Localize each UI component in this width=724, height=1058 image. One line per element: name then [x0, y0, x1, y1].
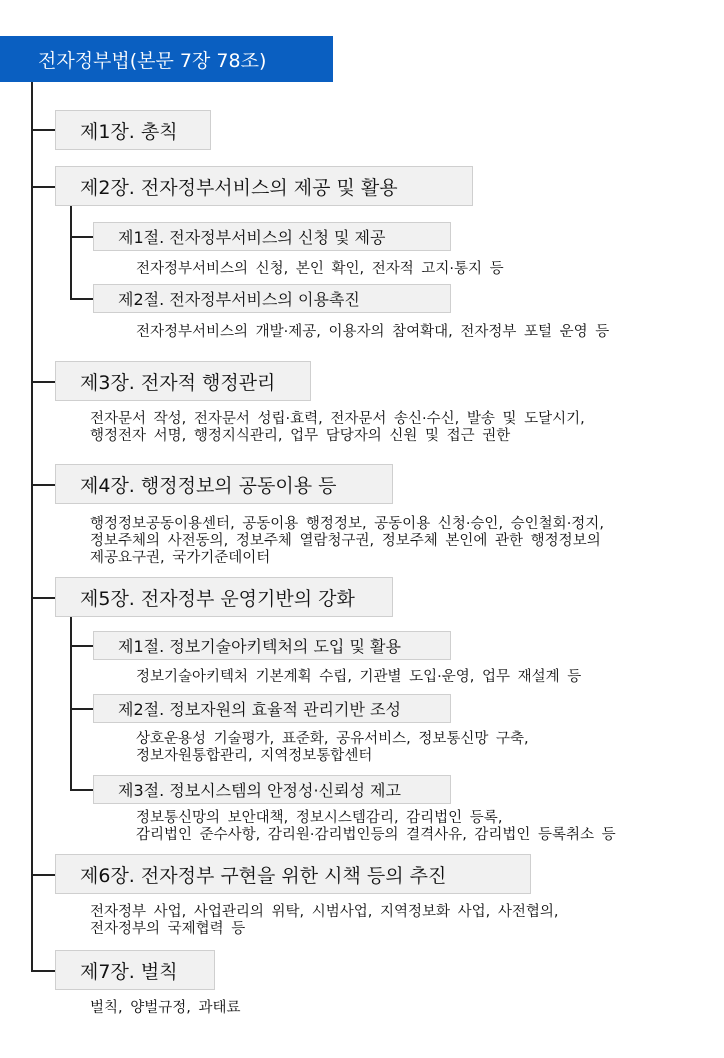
desc-line: 정보기술아키텍처 기본계획 수립, 기관별 도입·운영, 업무 재설계 등	[136, 669, 582, 685]
connector-ch5-sec3	[70, 789, 93, 791]
connector-ch2-sec1	[70, 236, 93, 238]
chapter-1-label: 제1장. 총칙	[80, 120, 178, 143]
ch5-section-2-box	[93, 694, 451, 723]
desc-line: 상호운용성 기술평가, 표준화, 공유서비스, 정보통신망 구축,	[136, 731, 529, 747]
tree-trunk-line	[31, 82, 33, 972]
ch5-section-3-desc	[136, 810, 616, 844]
ch5-section-1-box	[93, 631, 451, 660]
desc-line: 전자정부서비스의 개발·제공, 이용자의 참여확대, 전자정부 포털 운영 등	[136, 324, 610, 340]
chapter-2-label: 제2장. 전자정부서비스의 제공 및 활용	[80, 176, 398, 199]
chapter-5-label: 제5장. 전자정부 운영기반의 강화	[80, 587, 355, 610]
ch2-section-1-desc	[136, 261, 504, 278]
desc-line: 전자정부 사업, 사업관리의 위탁, 시범사업, 지역정보화 사업, 사전협의,	[90, 904, 559, 920]
connector-ch5-sec1	[70, 645, 93, 647]
connector-ch5-sec2	[70, 708, 93, 710]
chapter-7-label: 제7장. 벌칙	[80, 960, 178, 983]
ch5-section-1-label: 제1절. 정보기술아키텍처의 도입 및 활용	[118, 637, 401, 656]
chapter-3-desc	[90, 411, 585, 445]
chapter-1-box	[55, 110, 211, 150]
ch5-subtree-line	[70, 617, 72, 790]
connector-ch3	[31, 381, 55, 383]
chapter-3-label: 제3장. 전자적 행정관리	[80, 371, 276, 394]
ch5-section-3-box	[93, 775, 451, 804]
law-title-header	[0, 36, 333, 82]
desc-line: 정보자원통합관리, 지역정보통합센터	[136, 748, 373, 764]
desc-line: 전자문서 작성, 전자문서 성립·효력, 전자문서 송신·수신, 발송 및 도달시기,	[90, 411, 585, 427]
connector-ch7	[31, 970, 55, 972]
ch5-section-3-label: 제3절. 정보시스템의 안정성·신뢰성 제고	[118, 781, 401, 800]
ch5-section-2-desc	[136, 731, 529, 765]
connector-ch2-sec2	[70, 298, 93, 300]
connector-ch5	[31, 597, 55, 599]
chapter-5-box	[55, 577, 393, 617]
chapter-6-label: 제6장. 전자정부 구현을 위한 시책 등의 추진	[80, 864, 447, 887]
chapter-6-box	[55, 854, 531, 894]
ch5-section-2-label: 제2절. 정보자원의 효율적 관리기반 조성	[118, 700, 401, 719]
ch2-subtree-line	[70, 206, 72, 299]
desc-line: 정보통신망의 보안대책, 정보시스템감리, 감리법인 등록,	[136, 810, 503, 826]
ch2-section-2-label: 제2절. 전자정부서비스의 이용촉진	[118, 290, 360, 309]
connector-ch6	[31, 874, 55, 876]
chapter-7-desc	[90, 1000, 241, 1017]
ch2-section-1-box	[93, 222, 451, 251]
chapter-4-desc	[90, 516, 604, 567]
desc-line: 정보주체의 사전동의, 정보주체 열람청구권, 정보주체 본인에 관한 행정정보의	[90, 533, 601, 549]
connector-ch4	[31, 484, 55, 486]
chapter-4-box	[55, 464, 393, 504]
chapter-2-box	[55, 166, 473, 206]
desc-line: 전자정부서비스의 신청, 본인 확인, 전자적 고지·통지 등	[136, 261, 504, 277]
law-title: 전자정부법(본문 7장 78조)	[38, 49, 267, 72]
ch2-section-1-label: 제1절. 전자정부서비스의 신청 및 제공	[118, 228, 386, 247]
ch2-section-2-desc	[136, 324, 609, 341]
desc-line: 감리법인 준수사항, 감리원·감리법인등의 결격사유, 감리법인 등록취소 등	[136, 827, 616, 843]
ch5-section-1-desc	[136, 669, 581, 686]
desc-line: 행정정보공동이용센터, 공동이용 행정정보, 공동이용 신청·승인, 승인철회·정지,	[90, 516, 604, 532]
connector-ch2	[31, 186, 55, 188]
desc-line: 전자정부의 국제협력 등	[90, 921, 246, 937]
desc-line: 제공요구권, 국가기준데이터	[90, 550, 271, 566]
chapter-7-box	[55, 950, 215, 990]
desc-line: 벌칙, 양벌규정, 과태료	[90, 1000, 241, 1016]
chapter-6-desc	[90, 904, 559, 938]
chapter-4-label: 제4장. 행정정보의 공동이용 등	[80, 474, 337, 497]
desc-line: 행정전자 서명, 행정지식관리, 업무 담당자의 신원 및 접근 권한	[90, 428, 511, 444]
ch2-section-2-box	[93, 284, 451, 313]
chapter-3-box	[55, 361, 311, 401]
connector-ch1	[31, 129, 55, 131]
